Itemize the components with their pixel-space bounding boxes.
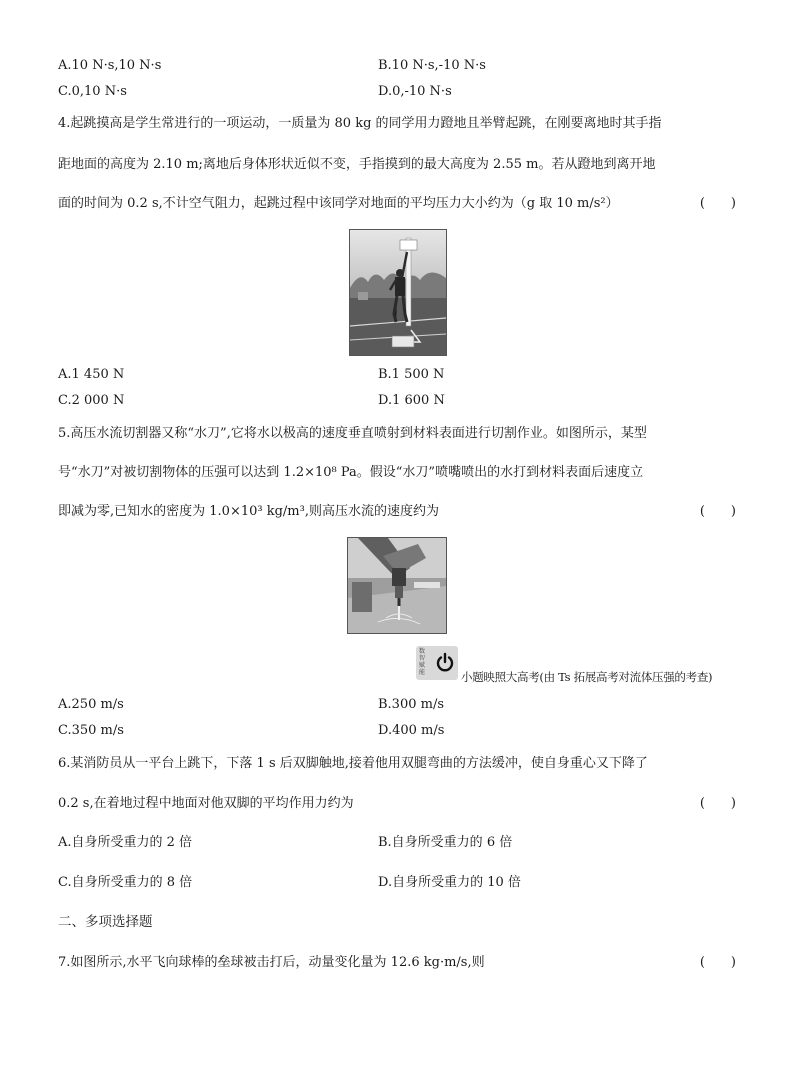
q5-stem-line3: 即减为零,已知水的密度为 1.0×10³ kg/m³,则高压水流的速度约为 — [58, 504, 439, 519]
q7-stem-line1: 7.如图所示,水平飞向球棒的垒球被击打后，动量变化量为 12.6 kg·m/s,则 — [58, 955, 485, 970]
q4-option-b: B.1 500 N — [378, 367, 445, 382]
badge-icon-label: 数智赋能 — [419, 648, 426, 676]
q5-option-a: A.250 m/s — [58, 697, 124, 712]
q4-option-d: D.1 600 N — [378, 393, 445, 408]
q6-stem-line1: 6.某消防员从一平台上跳下，下落 1 s 后双脚触地,接着他用双腿弯曲的方法缓冲，使自身重心又下降了 — [58, 756, 648, 771]
q5-option-d: D.400 m/s — [378, 723, 445, 738]
q4-jump-figure — [349, 229, 447, 356]
q6-stem-line2: 0.2 s,在着地过程中地面对他双脚的平均作用力约为 — [58, 796, 354, 811]
q4-stem-line2: 距地面的高度为 2.10 m;离地后身体形状近似不变，手指摸到的最大高度为 2.55 m。若从蹬地到离开地 — [58, 157, 656, 172]
q5-option-b: B.300 m/s — [378, 697, 445, 712]
q3-option-c: C.0,10 N·s — [58, 84, 127, 99]
q7-answer-paren: ( ) — [699, 955, 736, 970]
q4-answer-paren: ( ) — [699, 196, 736, 211]
q5-stem-line1: 5.高压水流切割器又称“水刀”,它将水以极高的速度垂直喷射到材料表面进行切割作业。如图所示，某型 — [58, 426, 647, 441]
q6-option-a: A.自身所受重力的 2 倍 — [58, 835, 193, 850]
power-icon-box — [416, 646, 458, 680]
section-multiple-choice-title: 二、多项选择题 — [58, 914, 153, 930]
q5-badge-text: 小题映照大高考(由 Ts 拓展高考对流体压强的考查) — [461, 670, 713, 684]
q4-option-a: A.1 450 N — [58, 367, 125, 382]
q6-answer-paren: ( ) — [699, 796, 736, 811]
q6-option-b: B.自身所受重力的 6 倍 — [378, 835, 513, 850]
q3-option-d: D.0,-10 N·s — [378, 84, 452, 99]
q6-option-c: C.自身所受重力的 8 倍 — [58, 875, 193, 890]
jump-reach-photo-illustration — [350, 230, 446, 355]
q5-digital-badge — [416, 646, 458, 680]
q4-stem-line1: 4.起跳摸高是学生常进行的一项运动，一质量为 80 kg 的同学用力蹬地且举臂起跳，在刚要离地时其手指 — [58, 116, 662, 131]
q5-stem-line2: 号“水刀”对被切割物体的压强可以达到 1.2×10⁸ Pa。假设“水刀”喷嘴喷出的水打到材料表面后速度立 — [58, 465, 644, 480]
q4-option-c: C.2 000 N — [58, 393, 125, 408]
q4-stem-line3: 面的时间为 0.2 s,不计空气阻力，起跳过程中该同学对地面的平均压力大小约为（g 取 10 m/s²） — [58, 196, 619, 211]
q5-option-c: C.350 m/s — [58, 723, 124, 738]
q5-answer-paren: ( ) — [699, 504, 736, 519]
q6-option-d: D.自身所受重力的 10 倍 — [378, 875, 521, 890]
waterjet-cutter-photo-illustration — [348, 538, 446, 633]
q3-option-b: B.10 N·s,-10 N·s — [378, 58, 486, 73]
q3-option-a: A.10 N·s,10 N·s — [58, 58, 162, 73]
power-icon — [434, 652, 456, 674]
q5-waterjet-figure — [347, 537, 447, 634]
